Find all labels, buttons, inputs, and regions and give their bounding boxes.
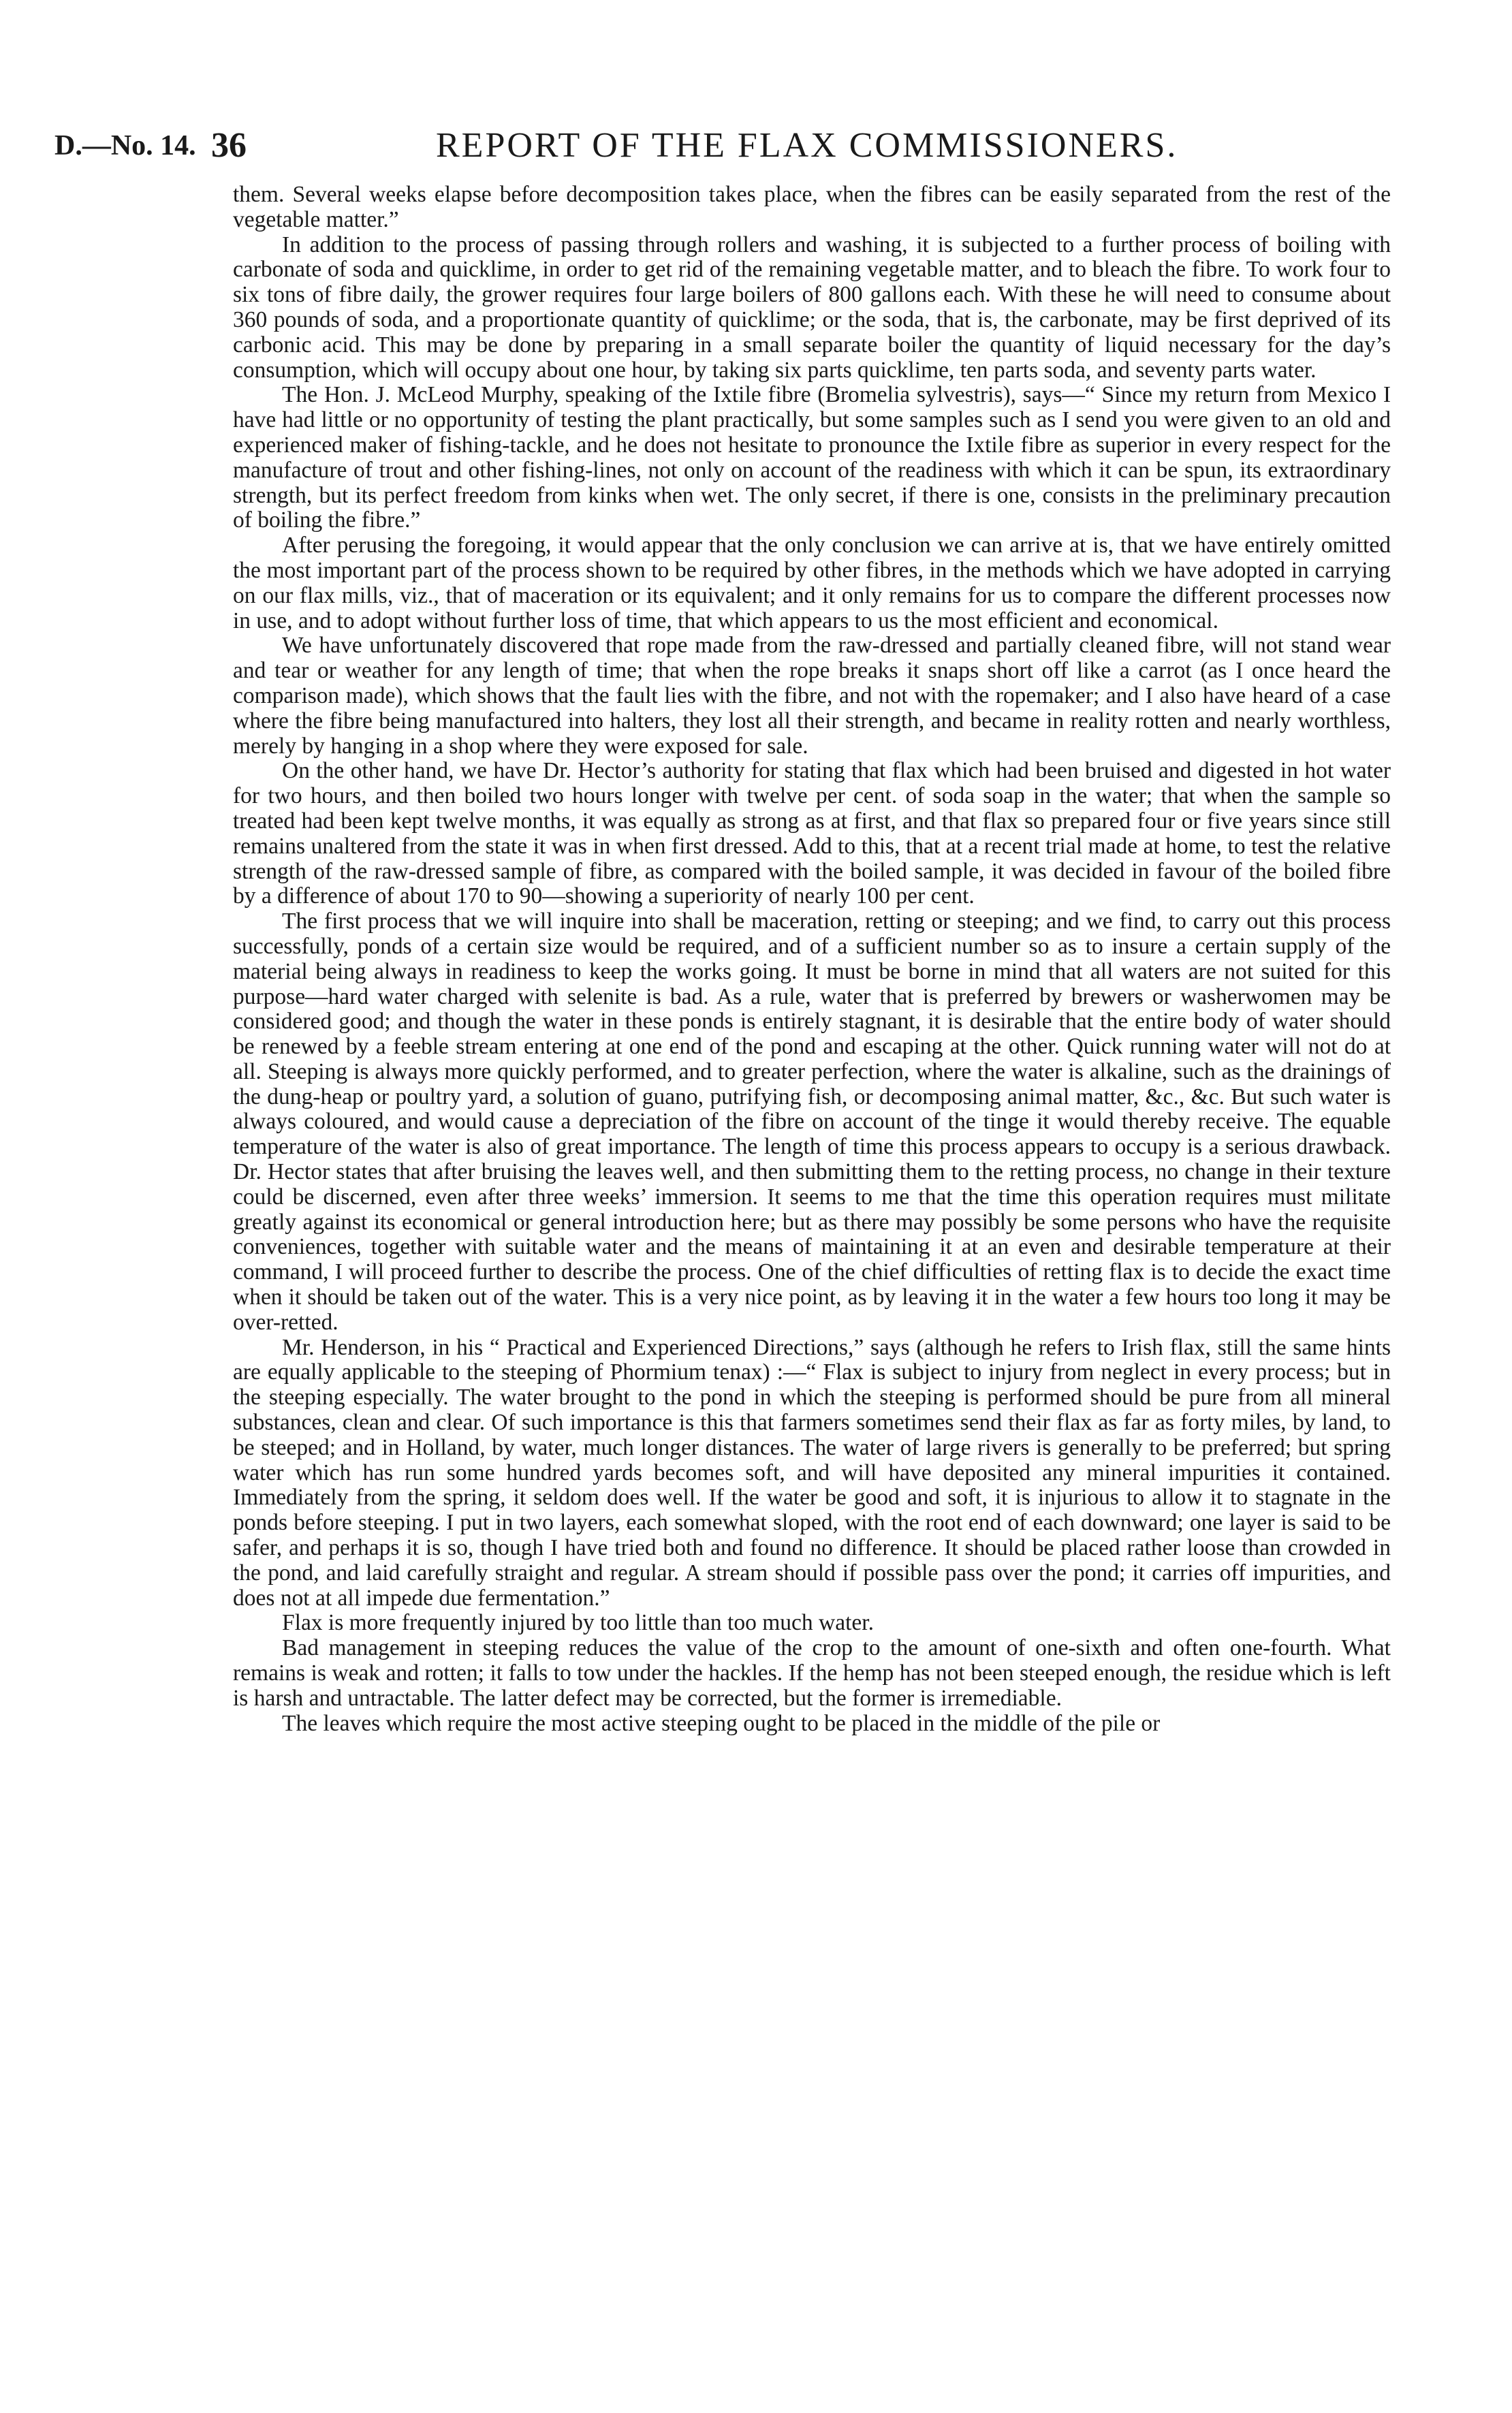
paragraph: Bad management in steeping reduces the value of the crop to the amount of one-sixth and often one-fourth. What remains is weak and rotten; it falls to tow under the hackles. If the hemp has not been steeped enough, the residue which is left is harsh and untractable. The latter defect may be corrected, but the former is irremediable.	[233, 1635, 1391, 1711]
paragraph: After perusing the foregoing, it would appear that the only conclusion we can arrive at is, that we have entirely omitted the most important part of the process shown to be required by other fibres, in the methods which we have adopted in carrying on our flax mills, viz., that of maceration or its equivalent; and it only remains for us to compare the different processes now in use, and to adopt without further loss of time, that which appears to us the most efficient and economical.	[233, 533, 1391, 633]
paragraph: them. Several weeks elapse before decomposition takes place, when the fibres can be easily separated from the rest of the vegetable matter.”	[233, 182, 1391, 232]
page-number: 36	[211, 126, 247, 165]
page-header	[54, 120, 1410, 168]
paragraph: The first process that we will inquire into shall be maceration, retting or steeping; and we find, to carry out this process successfully, ponds of a certain size would be required, and of a sufficient number so as to insure a certain supply of the material being always in readiness to keep the works going. It must be borne in mind that all waters are not suited for this purpose—hard water charged with selenite is bad. As a rule, water that is preferred by brewers or washerwomen may be considered good; and though the water in these ponds is entirely stagnant, it is desirable that the entire body of water should be renewed by a feeble stream entering at one end of the pond and escaping at the other. Quick running water will not do at all. Steeping is always more quickly performed, and to greater perfection, where the water is alkaline, such as the drainings of the dung-heap or poultry yard, a solution of guano, putrifying fish, or decomposing animal matter, &c., &c. But such water is always coloured, and would cause a depreciation of the fibre on account of the tinge it would thereby receive. The equable temperature of the water is also of great importance. The length of time this process appears to occupy is a serious drawback. Dr. Hector states that after bruising the leaves well, and then submitting them to the retting process, no change in their texture could be discerned, even after three weeks’ immersion. It seems to me that the time this operation requires must militate greatly against its economical or general introduction here; but as there may possibly be some persons who have the requisite conveniences, together with suitable water and the means of maintaining it at an even and desirable temperature at their command, I will proceed further to describe the process. One of the chief difficulties of retting flax is to decide the exact time when it should be taken out of the water. This is a very nice point, as by leaving it in the water a few hours too long it may be over-retted.	[233, 909, 1391, 1335]
paragraph: On the other hand, we have Dr. Hector’s authority for stating that flax which had been bruised and digested in hot water for two hours, and then boiled two hours longer with twelve per cent. of soda soap in the water; that when the sample so treated had been kept twelve months, it was equally as strong as at first, and that flax so prepared four or five years since still remains unaltered from the state it was in when first dressed. Add to this, that at a recent trial made at home, to test the relative strength of the raw-dressed sample of fibre, as compared with the boiled sample, it was decided in favour of the boiled fibre by a difference of about 170 to 90—showing a superiority of nearly 100 per cent.	[233, 758, 1391, 909]
body-text	[233, 183, 1391, 1736]
paragraph: In addition to the process of passing through rollers and washing, it is subjected to a further process of boiling with carbonate of soda and quicklime, in order to get rid of the remaining vegetable matter, and to bleach the fibre. To work four to six tons of fibre daily, the grower requires four large boilers of 800 gallons each. With these he will need to consume about 360 pounds of soda, and a proportionate quantity of quicklime; or the soda, that is, the carbonate, may be first deprived of its carbonic acid. This may be done by preparing in a small separate boiler the quantity of liquid necessary for the day’s consumption, which will occupy about one hour, by taking six parts quicklime, ten parts soda, and seventy parts water.	[233, 232, 1391, 383]
running-title: REPORT OF THE FLAX COMMISSIONERS.	[436, 126, 1178, 165]
paragraph: The leaves which require the most active steeping ought to be placed in the middle of the pile or	[282, 1710, 1161, 1736]
document-reference: D.—No. 14.	[54, 130, 196, 161]
paragraph: The Hon. J. McLeod Murphy, speaking of the Ixtile fibre (Bromelia sylvestris), says—“ Since my return from Mexico I have had little or no opportunity of testing the plant practically, but some samples such as I send you were given to an old and experienced maker of fishing-tackle, and he does not hesitate to pronounce the Ixtile fibre as superior in every respect for the manufacture of trout and other fishing-lines, not only on account of the readiness with which it can be spun, its extraordinary strength, but its perfect freedom from kinks when wet. The only secret, if there is one, consists in the preliminary precaution of boiling the fibre.”	[233, 382, 1391, 533]
paragraph: Mr. Henderson, in his “ Practical and Experienced Directions,” says (although he refers to Irish flax, still the same hints are equally applicable to the steeping of Phormium tenax) :—“ Flax is subject to injury from neglect in every process; but in the steeping especially. The water brought to the pond in which the steeping is performed should be pure from all mineral substances, clean and clear. Of such importance is this that farmers sometimes send their flax as far as forty miles, by land, to be steeped; and in Holland, by water, much longer distances. The water of large rivers is generally to be preferred; but spring water which has run some hundred yards becomes soft, and will have deposited any mineral impurities it contained. Immediately from the spring, it seldom does well. If the water be good and soft, it is injurious to allow it to stagnate in the ponds before steeping. I put in two layers, each somewhat sloped, with the root end of each downward; one layer is said to be safer, and perhaps it is so, though I have tried both and found no difference. It should be placed rather loose than crowded in the pond, and laid carefully straight and regular. A stream should if possible pass over the pond; it carries off impurities, and does not at all impede due fermentation.”	[233, 1334, 1391, 1611]
paragraph: Flax is more frequently injured by too little than too much water.	[282, 1610, 874, 1636]
paragraph: We have unfortunately discovered that rope made from the raw-dressed and partially cleaned fibre, will not stand wear and tear or weather for any length of time; that when the rope breaks it snaps short off like a carrot (as I once heard the comparison made), which shows that the fault lies with the fibre, and not with the ropemaker; and I also have heard of a case where the fibre being manufactured into halters, they lost all their strength, and became in reality rotten and nearly worthless, merely by hanging in a shop where they were exposed for sale.	[233, 633, 1391, 759]
